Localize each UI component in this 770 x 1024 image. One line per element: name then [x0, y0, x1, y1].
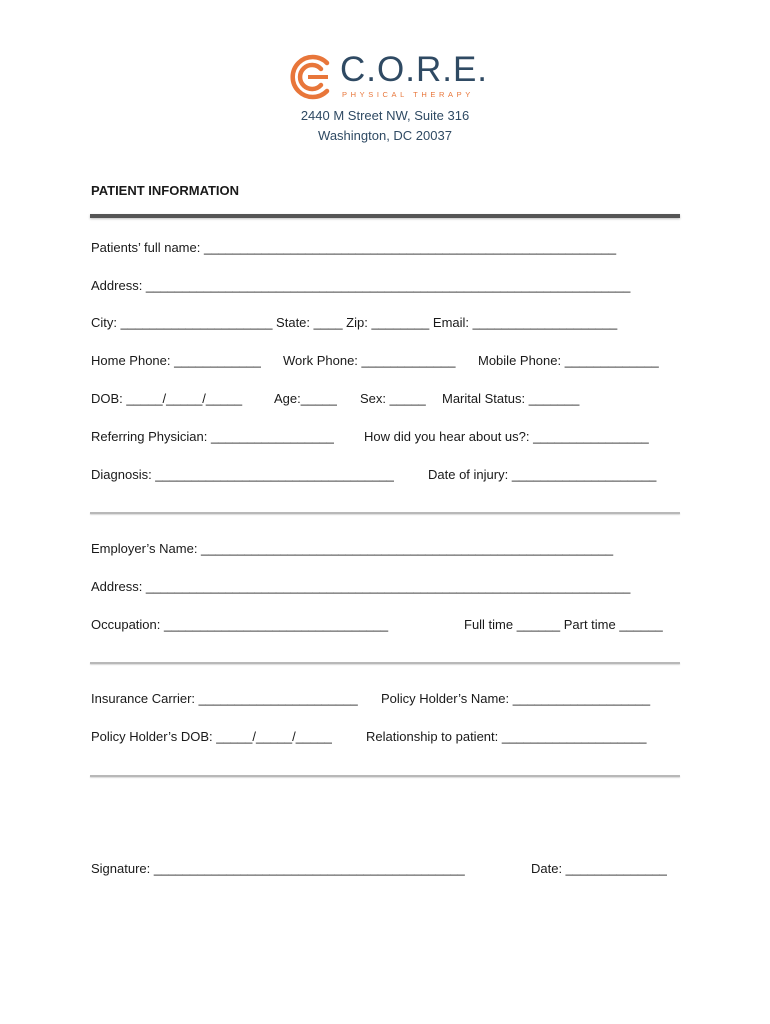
section-title: PATIENT INFORMATION	[91, 183, 240, 198]
policy-holder-dob-field[interactable]: Policy Holder’s DOB: _____/_____/_____	[91, 729, 332, 744]
signature-field[interactable]: Signature: ___________________________________________	[91, 861, 465, 876]
patient-address-label: Address: ___________________________________________________________________	[91, 278, 631, 293]
section-divider	[90, 662, 680, 664]
section-divider	[90, 512, 680, 514]
policy-holder-name-field[interactable]: Policy Holder’s Name: ___________________	[381, 691, 651, 706]
signature-date-field[interactable]: Date: ______________	[531, 861, 667, 876]
employer-name-field[interactable]	[91, 541, 681, 559]
patient-address-field[interactable]	[91, 278, 681, 296]
patient-city-state-zip-email-field[interactable]	[91, 315, 681, 333]
header-divider	[90, 214, 680, 218]
logo-tagline: PHYSICAL THERAPY	[342, 90, 474, 99]
occupation-field[interactable]: Occupation: _______________________________	[91, 617, 389, 632]
employer-address-label: Address: ___________________________________________________________________	[91, 579, 631, 594]
employment-type-field[interactable]: Full time ______ Part time ______	[464, 617, 663, 632]
sex-field[interactable]: Sex: _____	[360, 391, 426, 406]
patient-full-name-label: Patients’ full name: _________________________________________________________	[91, 240, 617, 255]
heard-about-us-field[interactable]: How did you hear about us?: ________________	[364, 429, 649, 444]
dob-field[interactable]: DOB: _____/_____/_____	[91, 391, 243, 406]
address-line-1: 2440 M Street NW, Suite 316	[300, 108, 470, 123]
patient-full-name-field[interactable]	[91, 240, 681, 258]
employer-name-label: Employer’s Name: _________________________________________________________	[91, 541, 614, 556]
address-line-2: Washington, DC 20037	[318, 128, 452, 143]
insurance-carrier-field[interactable]: Insurance Carrier: ______________________	[91, 691, 358, 706]
referring-physician-field[interactable]: Referring Physician: _________________	[91, 429, 334, 444]
diagnosis-field[interactable]: Diagnosis: _________________________________	[91, 467, 394, 482]
core-logo-mark-icon	[288, 54, 334, 100]
section-divider	[90, 775, 680, 777]
logo-name: C.O.R.E.	[340, 50, 489, 89]
marital-status-field[interactable]: Marital Status: _______	[442, 391, 580, 406]
mobile-phone-field[interactable]: Mobile Phone: _____________	[478, 353, 659, 368]
core-logo	[288, 52, 488, 104]
home-phone-field[interactable]: Home Phone: ____________	[91, 353, 261, 368]
work-phone-field[interactable]: Work Phone: _____________	[283, 353, 456, 368]
patient-city-state-zip-email-label: City: _____________________ State: ____ Zip: ________ Email: ____________________	[91, 315, 618, 330]
age-field[interactable]: Age:_____	[274, 391, 337, 406]
employer-address-field[interactable]	[91, 579, 681, 597]
relationship-to-patient-field[interactable]: Relationship to patient: ____________________	[366, 729, 647, 744]
date-of-injury-field[interactable]: Date of injury: ____________________	[428, 467, 657, 482]
